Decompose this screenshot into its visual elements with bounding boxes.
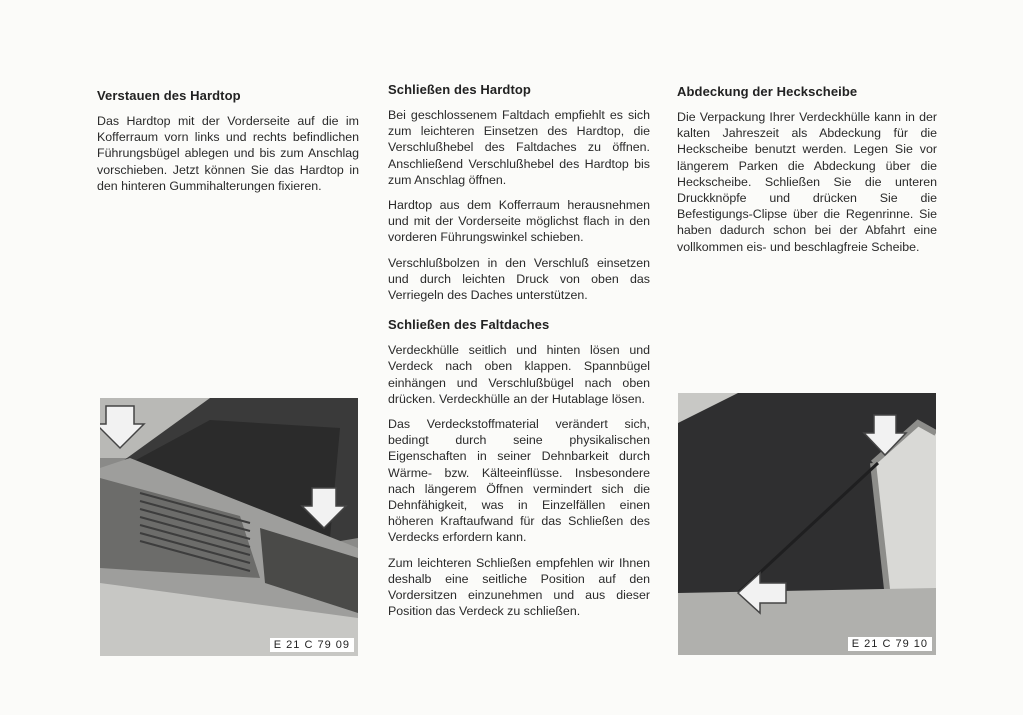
paragraph: Verschlußbolzen in den Verschluß einsetzen und durch leichten Druck von oben das Verriegeln des Daches unterstützen. bbox=[388, 255, 650, 303]
paragraph: Bei geschlossenem Faltdach empfiehlt es sich zum leichteren Einsetzen des Hardtop, die Verschlußhebel des Faltdaches zu öffnen. Anschließend Verschlußhebel des Hardtop bis zum Anschlag öffnen. bbox=[388, 108, 650, 187]
heading-rear-window-cover: Abdeckung der Heckscheibe bbox=[677, 84, 858, 99]
column-rear-window-cover bbox=[677, 84, 937, 264]
figure-caption: E 21 C 79 10 bbox=[848, 637, 932, 651]
heading-stowing-hardtop: Verstauen des Hardtop bbox=[97, 88, 241, 103]
paragraph: Hardtop aus dem Kofferraum herausnehmen und mit der Vorderseite möglichst flach in den vorderen Führungswinkel schieben. bbox=[388, 198, 650, 245]
column-closing-hardtop bbox=[388, 82, 650, 628]
column-stowing-hardtop bbox=[97, 88, 359, 203]
trunk-hardtop-photo bbox=[100, 398, 358, 656]
paragraph: Das Hardtop mit der Vorderseite auf die im Kofferraum vorn links und rechts befindlichen Führungsbügel ablegen und bis zum Anschlag vorschieben. Jetzt können Sie das Hardtop in den hinteren Gummihalterungen fixieren. bbox=[97, 114, 359, 193]
softtop-illustration bbox=[678, 393, 936, 655]
trunk-illustration bbox=[100, 398, 358, 656]
heading-closing-folding-roof: Schließen des Faltdaches bbox=[388, 317, 550, 333]
figure-caption: E 21 C 79 09 bbox=[270, 638, 354, 652]
paragraph: Zum leichteren Schließen empfehlen wir Ihnen deshalb eine seitliche Position auf den Vordersitzen einzunehmen und aus dieser Position das Verdeck zu schließen. bbox=[388, 555, 650, 619]
paragraph: Verdeckhülle seitlich und hinten lösen und Verdeck nach oben klappen. Spannbügel einhängen und Verschlußbügel nach oben drücken. Verdeckhülle an der Hutablage lösen. bbox=[388, 343, 650, 406]
paragraph: Das Verdeckstoffmaterial verändert sich, bedingt durch seine physikalischen Eigenschaften in seiner Dehnbarkeit durch Wärme- bzw. Kälteeinflüsse. Insbesondere nach längerem Öffnen vermindert sich die Dehnfähigkeit, was in Einzelfällen einen höheren Kraftaufwand für das Schließen des Verdecks erfordern kann. bbox=[388, 417, 650, 545]
rear-window-cover-photo bbox=[678, 393, 936, 655]
heading-closing-hardtop: Schließen des Hardtop bbox=[388, 82, 531, 97]
paragraph: Die Verpackung Ihrer Verdeckhülle kann in der kalten Jahreszeit als Abdeckung für die Heckscheibe benutzt werden. Legen Sie vor längerem Parken die Abdeckung über die Heckscheibe. Schließen Sie die unteren Druckknöpfe und drücken Sie die Befestigungs-Clipse über die Regenrinne. Sie haben dadurch schon bei der Abfahrt eine vollkommen eis- und beschlagfreie Scheibe. bbox=[677, 110, 937, 254]
